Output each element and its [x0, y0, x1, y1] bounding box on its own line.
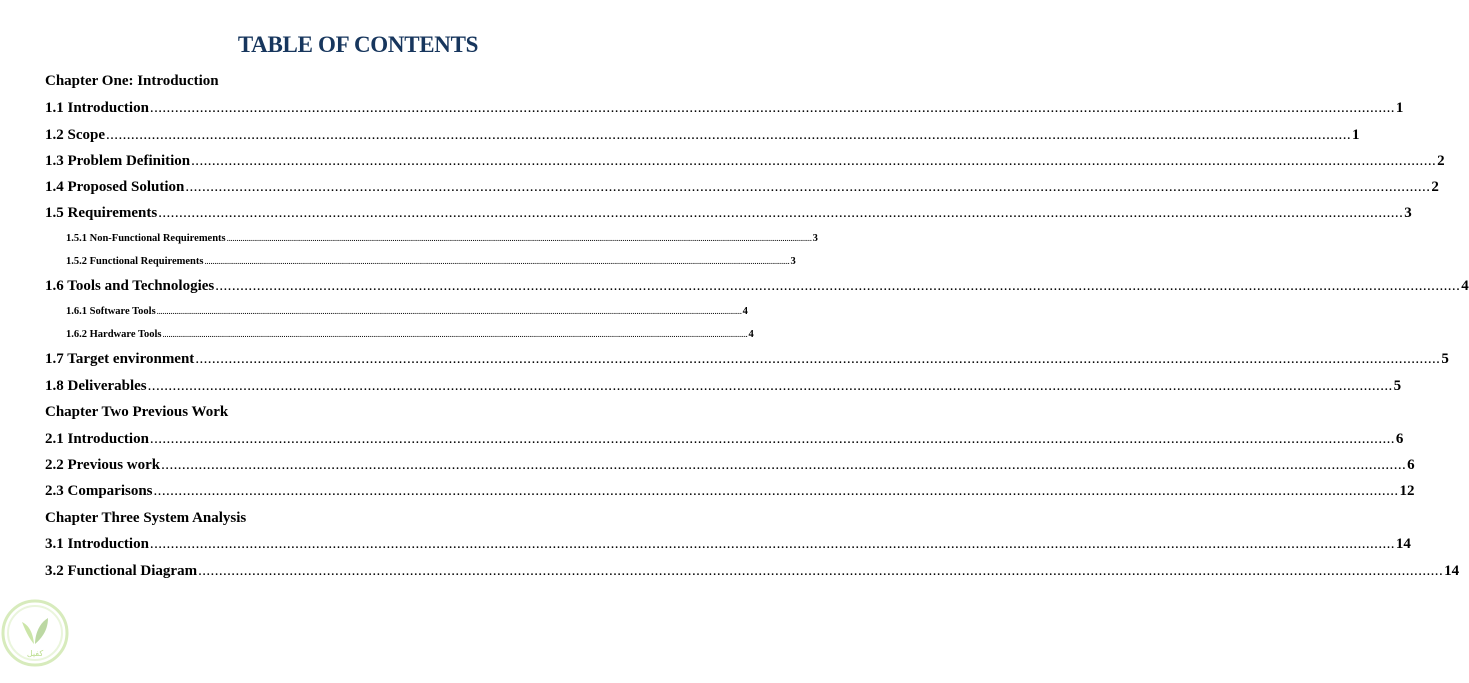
dot-leader: ............................................................................................................................................................................................................................................................................................................	[226, 233, 812, 243]
dot-leader: ............................................................................................................................................................................................................................................................................................................	[161, 457, 1407, 473]
toc-entry-page: 4	[742, 306, 748, 317]
dot-leader: ............................................................................................................................................................................................................................................................................................................	[149, 431, 1395, 447]
dot-leader: ............................................................................................................................................................................................................................................................................................................	[158, 205, 1404, 221]
dot-leader: ............................................................................................................................................................................................................................................................................................................	[191, 153, 1437, 169]
toc-entry-label: 1.4 Proposed Solution	[45, 179, 185, 195]
toc-entry[interactable]	[66, 256, 796, 267]
toc-entry[interactable]	[66, 329, 754, 340]
toc-entry[interactable]	[45, 483, 1415, 500]
toc-entry-page: 5	[1393, 378, 1402, 394]
toc-entry-label: 1.1 Introduction	[45, 100, 149, 116]
toc-entry-label: 1.2 Scope	[45, 127, 105, 143]
chapter-heading	[45, 404, 228, 421]
leaf-logo-icon	[0, 598, 70, 668]
toc-entry-label: 2.3 Comparisons	[45, 483, 153, 499]
toc-entry-page: 6	[1407, 457, 1415, 473]
toc-entry[interactable]	[45, 536, 1411, 553]
toc-entry-label: 1.6.1 Software Tools	[66, 306, 156, 317]
toc-entry-page: 14	[1444, 563, 1460, 579]
toc-entry[interactable]	[45, 563, 1460, 580]
toc-entry-page: 3	[812, 233, 818, 244]
dot-leader: ............................................................................................................................................................................................................................................................................................................	[149, 536, 1395, 552]
dot-leader: ............................................................................................................................................................................................................................................................................................................	[149, 100, 1395, 116]
toc-entry-label: 1.5 Requirements	[45, 205, 158, 221]
toc-entry[interactable]	[45, 127, 1360, 144]
toc-entry-page: 12	[1399, 483, 1415, 499]
logo-text: كفيل	[26, 649, 44, 658]
toc-entry-label: 1.6.2 Hardware Tools	[66, 329, 162, 340]
toc-entry-label: 3.2 Functional Diagram	[45, 563, 198, 579]
toc-entry-page: 3	[790, 256, 796, 267]
toc-entry[interactable]	[45, 179, 1439, 196]
toc-entry[interactable]	[45, 100, 1404, 117]
dot-leader: ............................................................................................................................................................................................................................................................................................................	[153, 483, 1399, 499]
toc-entry-page: 6	[1395, 431, 1404, 447]
toc-entry[interactable]	[45, 378, 1402, 395]
page-title: TABLE OF CONTENTS	[237, 32, 479, 57]
dot-leader: ............................................................................................................................................................................................................................................................................................................	[215, 278, 1461, 294]
toc-entry-label: 2.1 Introduction	[45, 431, 149, 447]
toc-entry[interactable]	[66, 306, 748, 317]
toc-entry[interactable]	[45, 153, 1445, 170]
toc-entry[interactable]	[45, 278, 1469, 295]
chapter-heading	[45, 510, 246, 527]
toc-entry-label: 1.3 Problem Definition	[45, 153, 191, 169]
toc-entry-label: 1.7 Target environment	[45, 351, 195, 367]
toc-entry-label: 2.2 Previous work	[45, 457, 161, 473]
toc-entry-page: 2	[1431, 179, 1439, 195]
toc-entry-label: 1.5.2 Functional Requirements	[66, 256, 204, 267]
toc-entry-label: 1.5.1 Non-Functional Requirements	[66, 233, 226, 244]
toc-entry-label: 3.1 Introduction	[45, 536, 149, 552]
toc-entry[interactable]	[66, 233, 818, 244]
dot-leader: ............................................................................................................................................................................................................................................................................................................	[147, 378, 1393, 394]
toc-entry[interactable]	[45, 205, 1412, 222]
chapter-label: Chapter Three System Analysis	[45, 510, 247, 526]
toc-entry[interactable]	[45, 457, 1415, 474]
chapter-heading	[45, 73, 219, 90]
toc-entry-page: 3	[1404, 205, 1412, 221]
toc-entry-page: 4	[1461, 278, 1469, 294]
toc-entry-page: 1	[1352, 127, 1360, 143]
dot-leader: ............................................................................................................................................................................................................................................................................................................	[162, 329, 748, 339]
toc-entry-label: 1.8 Deliverables	[45, 378, 147, 394]
dot-leader: ............................................................................................................................................................................................................................................................................................................	[204, 256, 790, 266]
dot-leader: ............................................................................................................................................................................................................................................................................................................	[198, 563, 1444, 579]
chapter-label: Chapter Two Previous Work	[45, 404, 229, 420]
toc-entry[interactable]	[45, 351, 1449, 368]
toc-entry[interactable]	[45, 431, 1404, 448]
toc-entry-page: 1	[1395, 100, 1404, 116]
dot-leader: ............................................................................................................................................................................................................................................................................................................	[156, 306, 742, 316]
chapter-label: Chapter One: Introduction	[45, 73, 219, 89]
toc-entry-page: 5	[1441, 351, 1449, 367]
toc-entry-label: 1.6 Tools and Technologies	[45, 278, 215, 294]
toc-entry-page: 14	[1395, 536, 1411, 552]
toc-entry-page: 2	[1437, 153, 1445, 169]
dot-leader: ............................................................................................................................................................................................................................................................................................................	[195, 351, 1441, 367]
dot-leader: ............................................................................................................................................................................................................................................................................................................	[106, 127, 1351, 143]
toc-entry-page: 4	[748, 329, 754, 340]
dot-leader: ............................................................................................................................................................................................................................................................................................................	[185, 179, 1431, 195]
